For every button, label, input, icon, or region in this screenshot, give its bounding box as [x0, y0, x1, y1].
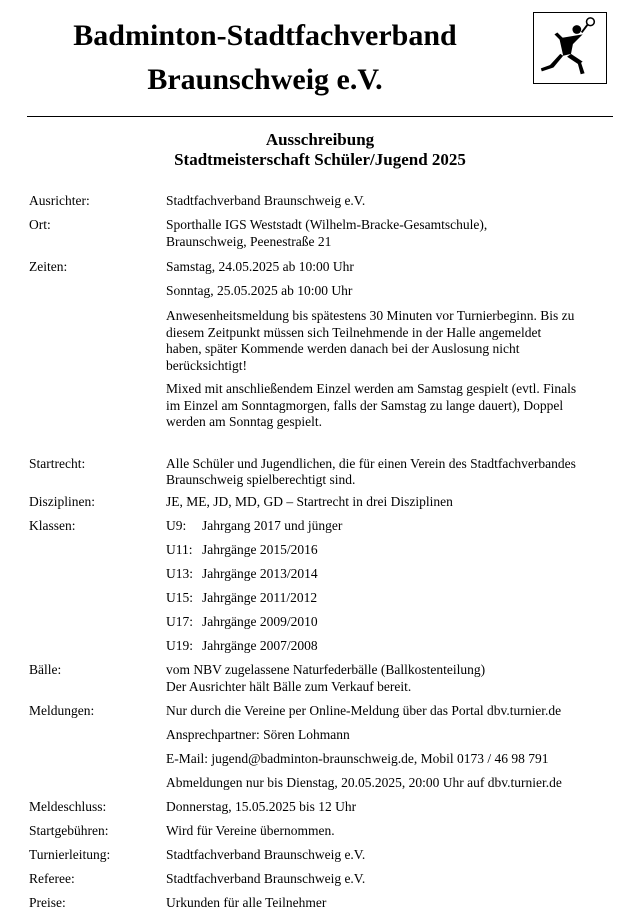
value-meldungen-line1: Nur durch die Vereine per Online-Meldung über das Portal dbv.turnier.de [166, 703, 562, 718]
value-zeiten-anwesenheit-line1: Anwesenheitsmeldung bis spätestens 30 Minuten vor Turnierbeginn. Bis zu [166, 308, 575, 323]
value-meldeschluss: Donnerstag, 15.05.2025 bis 12 Uhr [166, 799, 357, 814]
value-zeiten-anwesenheit-line2: diesem Zeitpunkt müssen sich Teilnehmende in der Halle angemeldet [166, 325, 542, 340]
label-preise: Preise: [29, 895, 66, 910]
value-meldungen-email: E-Mail: jugend@badminton-braunschweig.de, Mobil 0173 / 46 98 791 [166, 751, 549, 766]
value-ort-line2: Braunschweig, Peenestraße 21 [166, 234, 332, 249]
label-klassen: Klassen: [29, 518, 76, 533]
value-referee: Stadtfachverband Braunschweig e.V. [166, 871, 366, 886]
label-startrecht: Startrecht: [29, 456, 86, 471]
value-startrecht-line2: Braunschweig spielberechtigt sind. [166, 472, 356, 487]
document-title-line2: Stadtmeisterschaft Schüler/Jugend 2025 [174, 150, 466, 169]
label-startgebuehren: Startgebühren: [29, 823, 109, 838]
klassen-item: U17: Jahrgänge 2009/2010 [166, 614, 318, 629]
value-ort-line1: Sporthalle IGS Weststadt (Wilhelm-Bracke-Gesamtschule), [166, 217, 488, 232]
klassen-item: U13: Jahrgänge 2013/2014 [166, 566, 318, 581]
value-zeiten-anwesenheit-line3: haben, später Kommende werden danach bei der Auslosung nicht [166, 341, 520, 356]
label-ort: Ort: [29, 217, 51, 232]
label-ausrichter: Ausrichter: [29, 193, 90, 208]
value-meldungen-contact: Ansprechpartner: Sören Lohmann [166, 727, 350, 742]
value-zeiten-mixed-line3: werden am Sonntag gespielt. [166, 414, 322, 429]
value-ausrichter: Stadtfachverband Braunschweig e.V. [166, 193, 366, 208]
label-meldeschluss: Meldeschluss: [29, 799, 107, 814]
klassen-item: U19: Jahrgänge 2007/2008 [166, 638, 318, 653]
value-disziplinen: JE, ME, JD, MD, GD – Startrecht in drei Disziplinen [166, 494, 453, 509]
label-meldungen: Meldungen: [29, 703, 95, 718]
label-turnierleitung: Turnierleitung: [29, 847, 111, 862]
value-zeiten-mixed-line1: Mixed mit anschließendem Einzel werden am Samstag gespielt (evtl. Finals [166, 381, 577, 396]
value-zeiten-sonntag: Sonntag, 25.05.2025 ab 10:00 Uhr [166, 283, 353, 298]
value-preise: Urkunden für alle Teilnehmer [166, 895, 327, 910]
value-zeiten-mixed-line2: im Einzel am Sonntagmorgen, falls der Samstag zu lange dauert), Doppel [166, 398, 564, 413]
label-zeiten: Zeiten: [29, 259, 68, 274]
value-startrecht-line1: Alle Schüler und Jugendlichen, die für einen Verein des Stadtfachverbandes [166, 456, 576, 471]
klassen-item: U11: Jahrgänge 2015/2016 [166, 542, 318, 557]
value-baelle-line1: vom NBV zugelassene Naturfederbälle (Ballkostenteilung) [166, 662, 486, 677]
value-zeiten-anwesenheit-line4: berücksichtigt! [166, 358, 247, 373]
value-turnierleitung: Stadtfachverband Braunschweig e.V. [166, 847, 366, 862]
value-startgebuehren: Wird für Vereine übernommen. [166, 823, 335, 838]
document-title-line1: Ausschreibung [265, 130, 375, 149]
value-meldungen-abmeldung: Abmeldungen nur bis Dienstag, 20.05.2025, 20:00 Uhr auf dbv.turnier.de [166, 775, 562, 790]
organization-name-line1: Badminton-Stadtfachverband [73, 19, 457, 52]
value-baelle-line2: Der Ausrichter hält Bälle zum Verkauf bereit. [166, 679, 412, 694]
organization-name-line2: Braunschweig e.V. [147, 63, 383, 96]
label-disziplinen: Disziplinen: [29, 494, 95, 509]
klassen-item: U15: Jahrgänge 2011/2012 [166, 590, 318, 605]
label-referee: Referee: [29, 871, 75, 886]
value-zeiten-samstag: Samstag, 24.05.2025 ab 10:00 Uhr [166, 259, 354, 274]
label-baelle: Bälle: [29, 662, 62, 677]
klassen-item: U9: Jahrgang 2017 und jünger [166, 518, 343, 533]
